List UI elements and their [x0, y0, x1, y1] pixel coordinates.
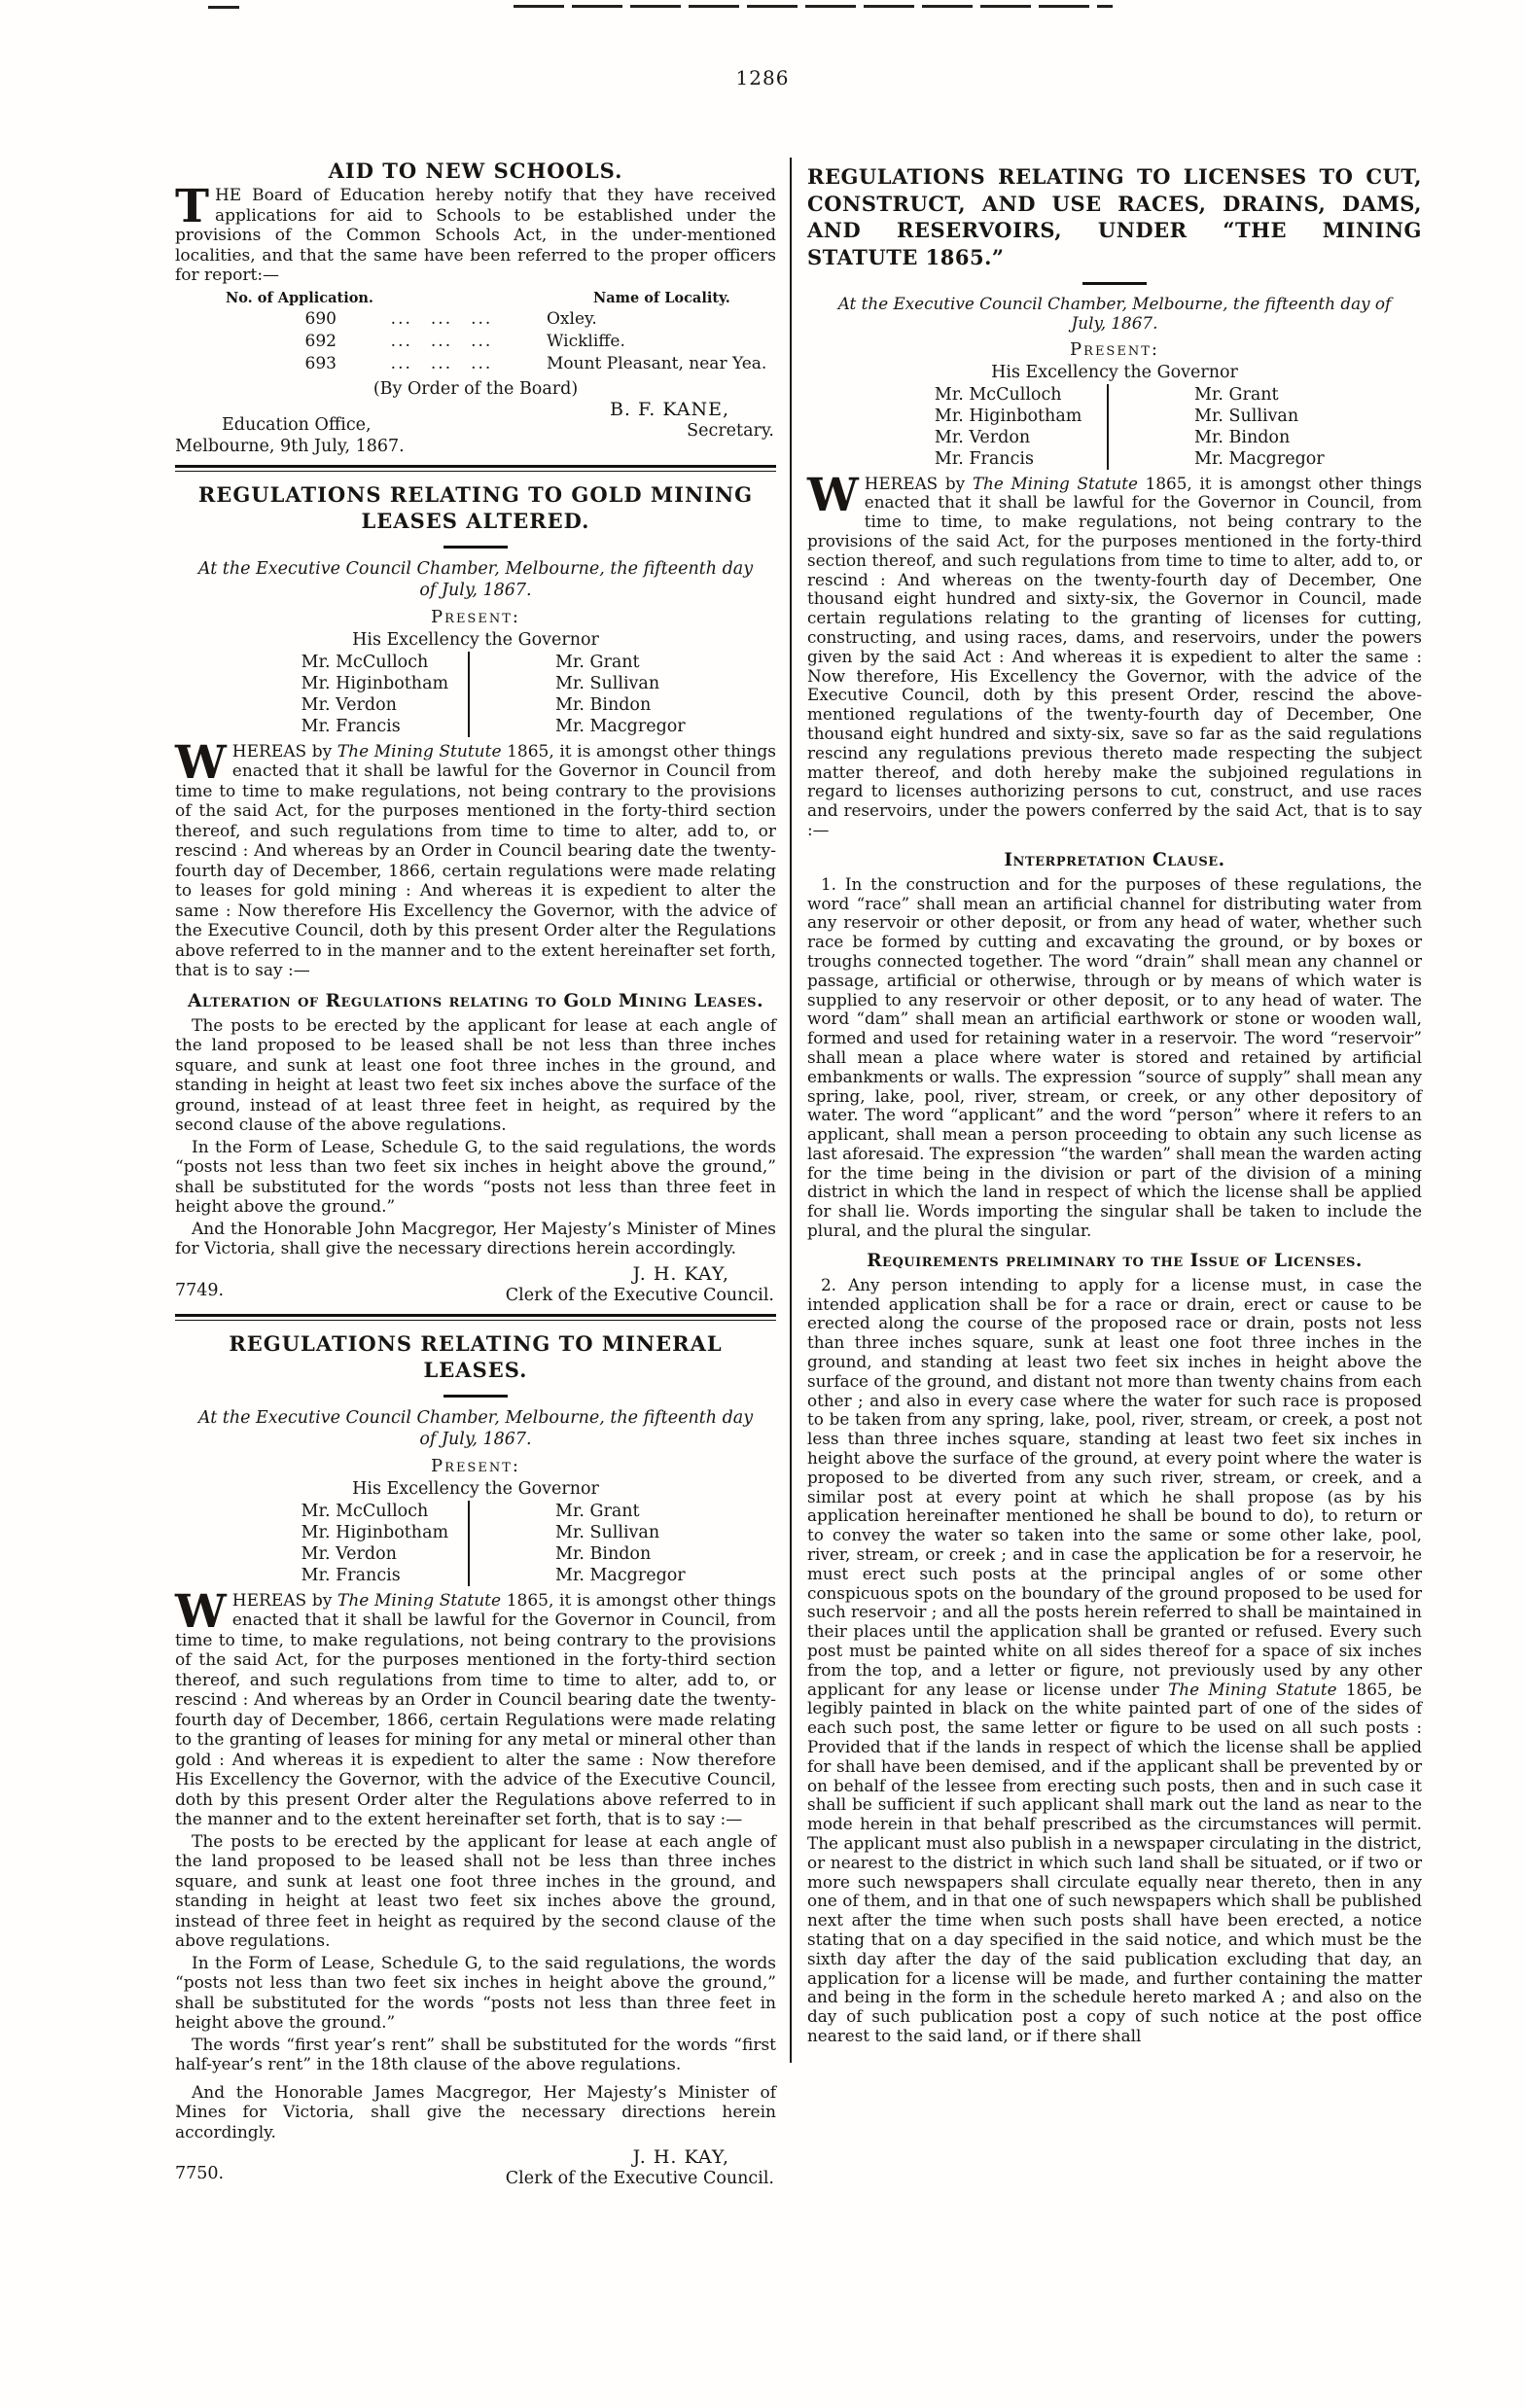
- office-line: Education Office,: [222, 414, 372, 435]
- heading-rule: [1082, 282, 1147, 285]
- by-order-line: (By Order of the Board): [372, 378, 579, 399]
- paragraph: In the Form of Lease, Schedule G, to the said regulations, the words “posts not less than two feet six inches in height above the ground,” shall be substituted for the words “posts not less than three feet in height above the ground.”: [175, 1953, 776, 2033]
- name-item: Mr. Grant: [555, 652, 640, 672]
- name-item: Mr. Sullivan: [555, 673, 660, 693]
- paragraph-text: 2. Any person intending to apply for a license must, in case the intended application shall be for a race or drain, erect or cause to be erected along the course of the proposed race or drain, posts not less than three inches square, sunk at least one foot three inches in the ground, and standing at least two feet six inches in height above the surface of the ground, and distant not more than twenty chains from each other ; and also in every case where the water for such race is proposed to be taken from any spring, lake, pool, river, stream, or creek, a post not less than three inches square, standing at least two feet six inches in height above the surface of the ground, at every point where the water is proposed to be diverted from any such river, stream, or creek, and a similar post at every point at which he shall propose (as by his application hereinafter mentioned he shall be bound to do), to return or to convey the water so taken into the same or some other lake, pool, river, stream, or creek ; and in case the application be for a reservoir, he must erect such posts at the principal angles of or some other conspicuous spots on the boundary of the ground proposed to be used for such reservoir ; and all the posts herein referred to shall be maintained in their places until the application shall be granted or refused. Every such post must be painted white on all sides thereof for a space of six inches from the top, and a letter or figure, not previously used by any other applicant for any lease or license under: [807, 1274, 1422, 1699]
- section-title: REGULATIONS RELATING TO GOLD MINING LEASES ALTERED.: [197, 481, 754, 533]
- leader-dots: ... ... ...: [390, 353, 493, 373]
- section-title: REGULATIONS RELATING TO LICENSES TO CUT, CONSTRUCT, AND USE RACES, DRAINS, DAMS, AND RESERVOIRS, UNDER “THE MINING STATUTE 1865.”: [807, 164, 1422, 269]
- governor-line: His Excellency the Governor: [352, 629, 599, 650]
- table-row: [212, 331, 776, 353]
- present-label: Present:: [431, 606, 520, 627]
- paragraph: The posts to be erected by the applicant for lease at each angle of the land proposed to be leased shall not be less than three inches square, and sunk at least one foot three inches in the ground, and standing in height at least two feet six inches above the ground, instead of three feet in height as required by the second clause of the above regulations.: [175, 1831, 776, 1951]
- applications-table: [212, 289, 776, 375]
- application-number: 690: [304, 308, 337, 329]
- name-item: Mr. Verdon: [934, 427, 1031, 447]
- signature: [506, 1263, 776, 1306]
- council-members: [230, 1501, 723, 1586]
- office-line: Melbourne, 9th July, 1867.: [175, 436, 405, 456]
- paragraph: The words “first year’s rent” shall be substituted for the words “first half-year’s rent” in the 18th clause of the above regulations.: [175, 2035, 776, 2074]
- whereas-paragraph: [807, 468, 1422, 840]
- name-item: Mr. McCulloch: [301, 652, 429, 672]
- present-label: Present:: [1070, 338, 1159, 360]
- names-column-right: [468, 652, 722, 737]
- whereas-paragraph: [175, 1584, 776, 1830]
- dateline: At the Executive Council Chamber, Melbourne, the fifteenth day of July, 1867.: [837, 294, 1392, 333]
- name-item: Mr. Higinbotham: [934, 406, 1082, 426]
- signature-name: B. F. KANE,: [609, 398, 729, 420]
- right-column: [807, 144, 1422, 2189]
- drop-cap: T: [175, 180, 209, 233]
- governor-line: His Excellency the Governor: [352, 1478, 599, 1499]
- locality-name: Mount Pleasant, near Yea.: [547, 353, 767, 373]
- column-header: Name of Locality.: [593, 289, 730, 306]
- name-item: Mr. Francis: [301, 716, 401, 736]
- signature: [506, 2146, 776, 2189]
- name-item: Mr. Francis: [301, 1565, 401, 1585]
- name-item: Mr. Sullivan: [1194, 406, 1299, 426]
- paragraph-text: 1865, it is amongst other things enacted that it shall be lawful for the Governor in Council, from time to time, to make regulations, not being contrary to the provisions of the said Act, for the purposes mentioned in the forty-third section thereof, and such regulations from time to time to alter, add to, or rescind : And whereas on the twenty-fourth day of December, One thousand eight hundred and sixty-six, the Governor in Council, made certain regulations relating to the granting of licenses for cutting, constructing, and using races, dams, and reservoirs, under the powers given by the said Act : And whereas it is expedient to alter the same : Now therefore, His Excellency the Governor, with the advice of the Executive Council, doth by this present Order, rescind the above-mentioned regulations of the twenty-fourth day of December, One thousand eight hundred and sixty-six, save so far as the said regulations rescind any regulations previous thereto made respecting the subject matter thereof, and doth hereby make the subjoined regulations in regard to licenses authorizing persons to cut, construct, and use races and reservoirs, under the powers conferred by the said Act, that is to say :—: [807, 473, 1422, 839]
- signature-block: [175, 1263, 776, 1306]
- whereas-paragraph: [175, 735, 776, 981]
- name-item: Mr. Sullivan: [555, 1522, 660, 1542]
- paragraph: [175, 180, 776, 286]
- paragraph: The posts to be erected by the applicant for lease at each angle of the land proposed to be leased shall be not less than three inches square, and sunk at least one foot three inches in the ground, and standing in height at least two feet six inches above the surface of the ground, instead of at least three feet in height, as required by the second clause of the above regulations.: [175, 1015, 776, 1135]
- present-label: Present:: [431, 1455, 520, 1476]
- signature-role: Clerk of the Executive Council.: [505, 1285, 774, 1305]
- name-item: Mr. McCulloch: [934, 384, 1062, 405]
- left-column: [175, 144, 776, 2189]
- names-column-left: [230, 1501, 468, 1586]
- heading-rule: [443, 1395, 508, 1398]
- scan-artifact-line: [514, 5, 1113, 8]
- table-row: [212, 353, 776, 375]
- drop-cap: W: [175, 1584, 227, 1639]
- column-rule: [790, 158, 792, 2063]
- name-item: Mr. Bindon: [555, 694, 652, 715]
- subsection-heading: Requirements preliminary to the Issue of Licenses.: [867, 1250, 1363, 1271]
- name-item: Mr. Bindon: [1194, 427, 1291, 447]
- names-column-left: [863, 384, 1107, 470]
- drop-cap: W: [807, 468, 859, 522]
- names-column-left: [230, 652, 468, 737]
- table-header: [212, 289, 776, 308]
- table-row: [212, 308, 776, 331]
- name-item: Mr. Grant: [1194, 384, 1279, 405]
- name-item: Mr. Grant: [555, 1501, 640, 1521]
- subsection-heading: Alteration of Regulations relating to Gold Mining Leases.: [187, 990, 764, 1011]
- two-column-layout: [175, 144, 1422, 2189]
- signature-name: J. H. KAY,: [632, 2146, 729, 2168]
- section-title: AID TO NEW SCHOOLS.: [328, 159, 623, 183]
- paragraph-text: HE Board of Education hereby notify that they have received applications for aid to Schools to be established under the provisions of the Common Schools Act, in the under-mentioned localities, and that the same have been referred to the proper officers for report:—: [175, 186, 776, 285]
- locality-name: Wickliffe.: [547, 331, 625, 351]
- paragraph-text: 1865, be legibly painted in black on the white painted part of one of the sides of each such post, the same letter or figure to be used on all such posts : Provided that if the lands in respect of which the license shall be applied for shall have been demised, and if the applicant shall be prevented by or on behalf of the lessee from erecting such posts, then and in such case it shall be sufficient if such applicant shall mark out the land as near to the mode herein in that behalf prescribed as the circumstances will permit. The applicant must also publish in a newspaper circulating in the district, or nearest to the district in which such land shall be situated, or if two or more such newspapers shall circulate equally near thereto, then in any one of them, and in that one of such newspapers which shall be published next after the time when such posts shall have been erected, a notice stating that on a day specified in the said notice, and which must be the sixth day after the day of the said publication excluding that day, an application for a license will be made, and further containing the matter and being in the form in the schedule hereto marked A ; and also on the day of such publication post a copy of such notice at the post office nearest to the said land, or if there shall: [807, 1679, 1422, 2045]
- scan-artifact-line: [208, 6, 239, 9]
- leader-dots: ... ... ...: [390, 308, 493, 329]
- name-item: Mr. Bindon: [555, 1543, 652, 1564]
- signature-role: Secretary.: [687, 420, 774, 441]
- heading-rule: [443, 546, 508, 549]
- section-mineral-leases: [175, 1330, 776, 2190]
- section-divider-rule: [175, 465, 776, 472]
- column-header: No. of Application.: [226, 289, 373, 306]
- statute-title: The Mining Statute: [337, 1590, 502, 1611]
- paragraph-text: HEREAS by: [231, 741, 337, 761]
- application-number: 692: [304, 331, 337, 351]
- signature-block: [175, 399, 776, 457]
- regulation-clause: 1. In the construction and for the purposes of these regulations, the word “race” shall mean an artificial channel for distributing water from any reservoir or other deposit, or from any head of water, whether such race be formed by cutting and excavating the ground, or by boxes or troughs connected together. The word “drain” shall mean any channel or passage, artificial or otherwise, through or by means of which water is supplied to any reservoir or other deposit, or to any head of water. The word “dam” shall mean an artificial earthwork or stone or wooden wall, formed and used for retaining water in a reservoir. The word “reservoir” shall mean a place where water is stored and retained by artificial embankments or walls. The expression “source of supply” shall mean any spring, lake, pool, river, stream, or creek, or any other depository of water. The word “applicant” and the word “person” where it refers to an applicant, shall mean a person proceeding to obtain any such license as last aforesaid. The expression “the warden” shall mean the warden acting for the time being in the division or part of the division of a mining district in which the land in respect of which the license shall be applied for shall lie. Words importing the singular shall be taken to include the plural, and the plural the singular.: [807, 873, 1422, 1241]
- paragraph: And the Honorable James Macgregor, Her Majesty’s Minister of Mines for Victoria, shall give the necessary directions herein accordingly.: [175, 2082, 776, 2142]
- leader-dots: ... ... ...: [390, 331, 493, 351]
- section-gold-mining-leases: [175, 481, 776, 1306]
- name-item: Mr. Macgregor: [555, 1565, 686, 1585]
- signature-role: Clerk of the Executive Council.: [505, 2169, 774, 2188]
- gazette-item-number: 7750.: [175, 2164, 225, 2183]
- section-title: REGULATIONS RELATING TO MINERAL LEASES.: [229, 1330, 723, 1382]
- dateline: At the Executive Council Chamber, Melbourne, the fifteenth day of July, 1867.: [197, 1407, 754, 1449]
- governor-line: His Excellency the Governor: [991, 362, 1238, 382]
- name-item: Mr. Macgregor: [555, 716, 686, 736]
- council-members: [863, 384, 1366, 470]
- signature-block: [175, 2146, 776, 2189]
- locality-name: Oxley.: [547, 308, 597, 329]
- name-item: Mr. Macgregor: [1194, 448, 1325, 469]
- application-number: 693: [304, 353, 337, 373]
- signature-name: J. H. KAY,: [632, 1262, 729, 1285]
- drop-cap: W: [175, 735, 227, 790]
- paragraph-text: 1865, it is amongst other things enacted that it shall be lawful for the Governor in Council, from time to time, to make regulations, not being contrary to the provisions of the said Act, for the purposes mentioned in the forty-third section thereof, and such regulations from time to time to alter, add to, or rescind : And whereas by an Order in Council bearing date the twenty-fourth day of December, 1866, certain Regulations were made relating to the granting of leases for mining for any metal or mineral other than gold : And whereas it is expedient to alter the same : Now therefore His Excellency the Governor, with the advice of the Executive Council, doth by this present Order alter the Regulations above referred to in the manner and to the extent hereinafter set forth, that is to say :—: [175, 1590, 776, 1829]
- council-members: [230, 652, 723, 737]
- name-item: Mr. Higinbotham: [301, 1522, 449, 1542]
- statute-title: The Mining Statute: [972, 473, 1138, 493]
- statute-title: The Mining Stutute: [337, 741, 502, 761]
- name-item: Mr. Francis: [934, 448, 1034, 469]
- paragraph-text: HEREAS by: [864, 473, 973, 493]
- subsection-heading: Interpretation Clause.: [1004, 849, 1225, 870]
- name-item: Mr. McCulloch: [301, 1501, 429, 1521]
- paragraph-text: HEREAS by: [231, 1590, 337, 1611]
- paragraph: And the Honorable John Macgregor, Her Majesty’s Minister of Mines for Victoria, shall give the necessary directions herein accordingly.: [175, 1219, 776, 1258]
- section-divider-rule: [175, 1314, 776, 1321]
- section-aid-to-new-schools: [175, 158, 776, 457]
- office-dateline: [175, 414, 405, 457]
- name-item: Mr. Verdon: [301, 1543, 397, 1564]
- section-licenses-races-drains: [807, 163, 1422, 2046]
- name-item: Mr. Higinbotham: [301, 673, 449, 693]
- page-number: 1286: [735, 66, 790, 89]
- names-column-right: [468, 1501, 722, 1586]
- signature: [610, 399, 776, 457]
- paragraph: In the Form of Lease, Schedule G, to the said regulations, the words “posts not less than two feet six inches in height above the ground,” shall be substituted for the words “posts not less than three feet in height above the ground.”: [175, 1137, 776, 1217]
- gazette-item-number: 7749.: [175, 1280, 225, 1300]
- dateline: At the Executive Council Chamber, Melbourne, the fifteenth day of July, 1867.: [197, 558, 754, 600]
- names-column-right: [1107, 384, 1366, 470]
- paragraph-text: 1865, it is amongst other things enacted that it shall be lawful for the Governor in Council from time to time to make regulations, not being contrary to the provisions of the said Act, for the purposes mentioned in the forty-third section thereof, and such regulations from time to time to alter, add to, or rescind : And whereas by an Order in Council bearing date the twenty-fourth day of December, 1866, certain regulations were made relating to leases for gold mining : And whereas it is expedient to alter the same : Now therefore His Excellency the Governor, with the advice of the Executive Council, doth by this present Order alter the Regulations above referred to in the manner and to the extent hereinafter set forth, that is to say :—: [175, 741, 776, 980]
- name-item: Mr. Verdon: [301, 694, 397, 715]
- regulation-clause: [807, 1276, 1422, 2046]
- statute-title: The Mining Statute: [1168, 1679, 1337, 1699]
